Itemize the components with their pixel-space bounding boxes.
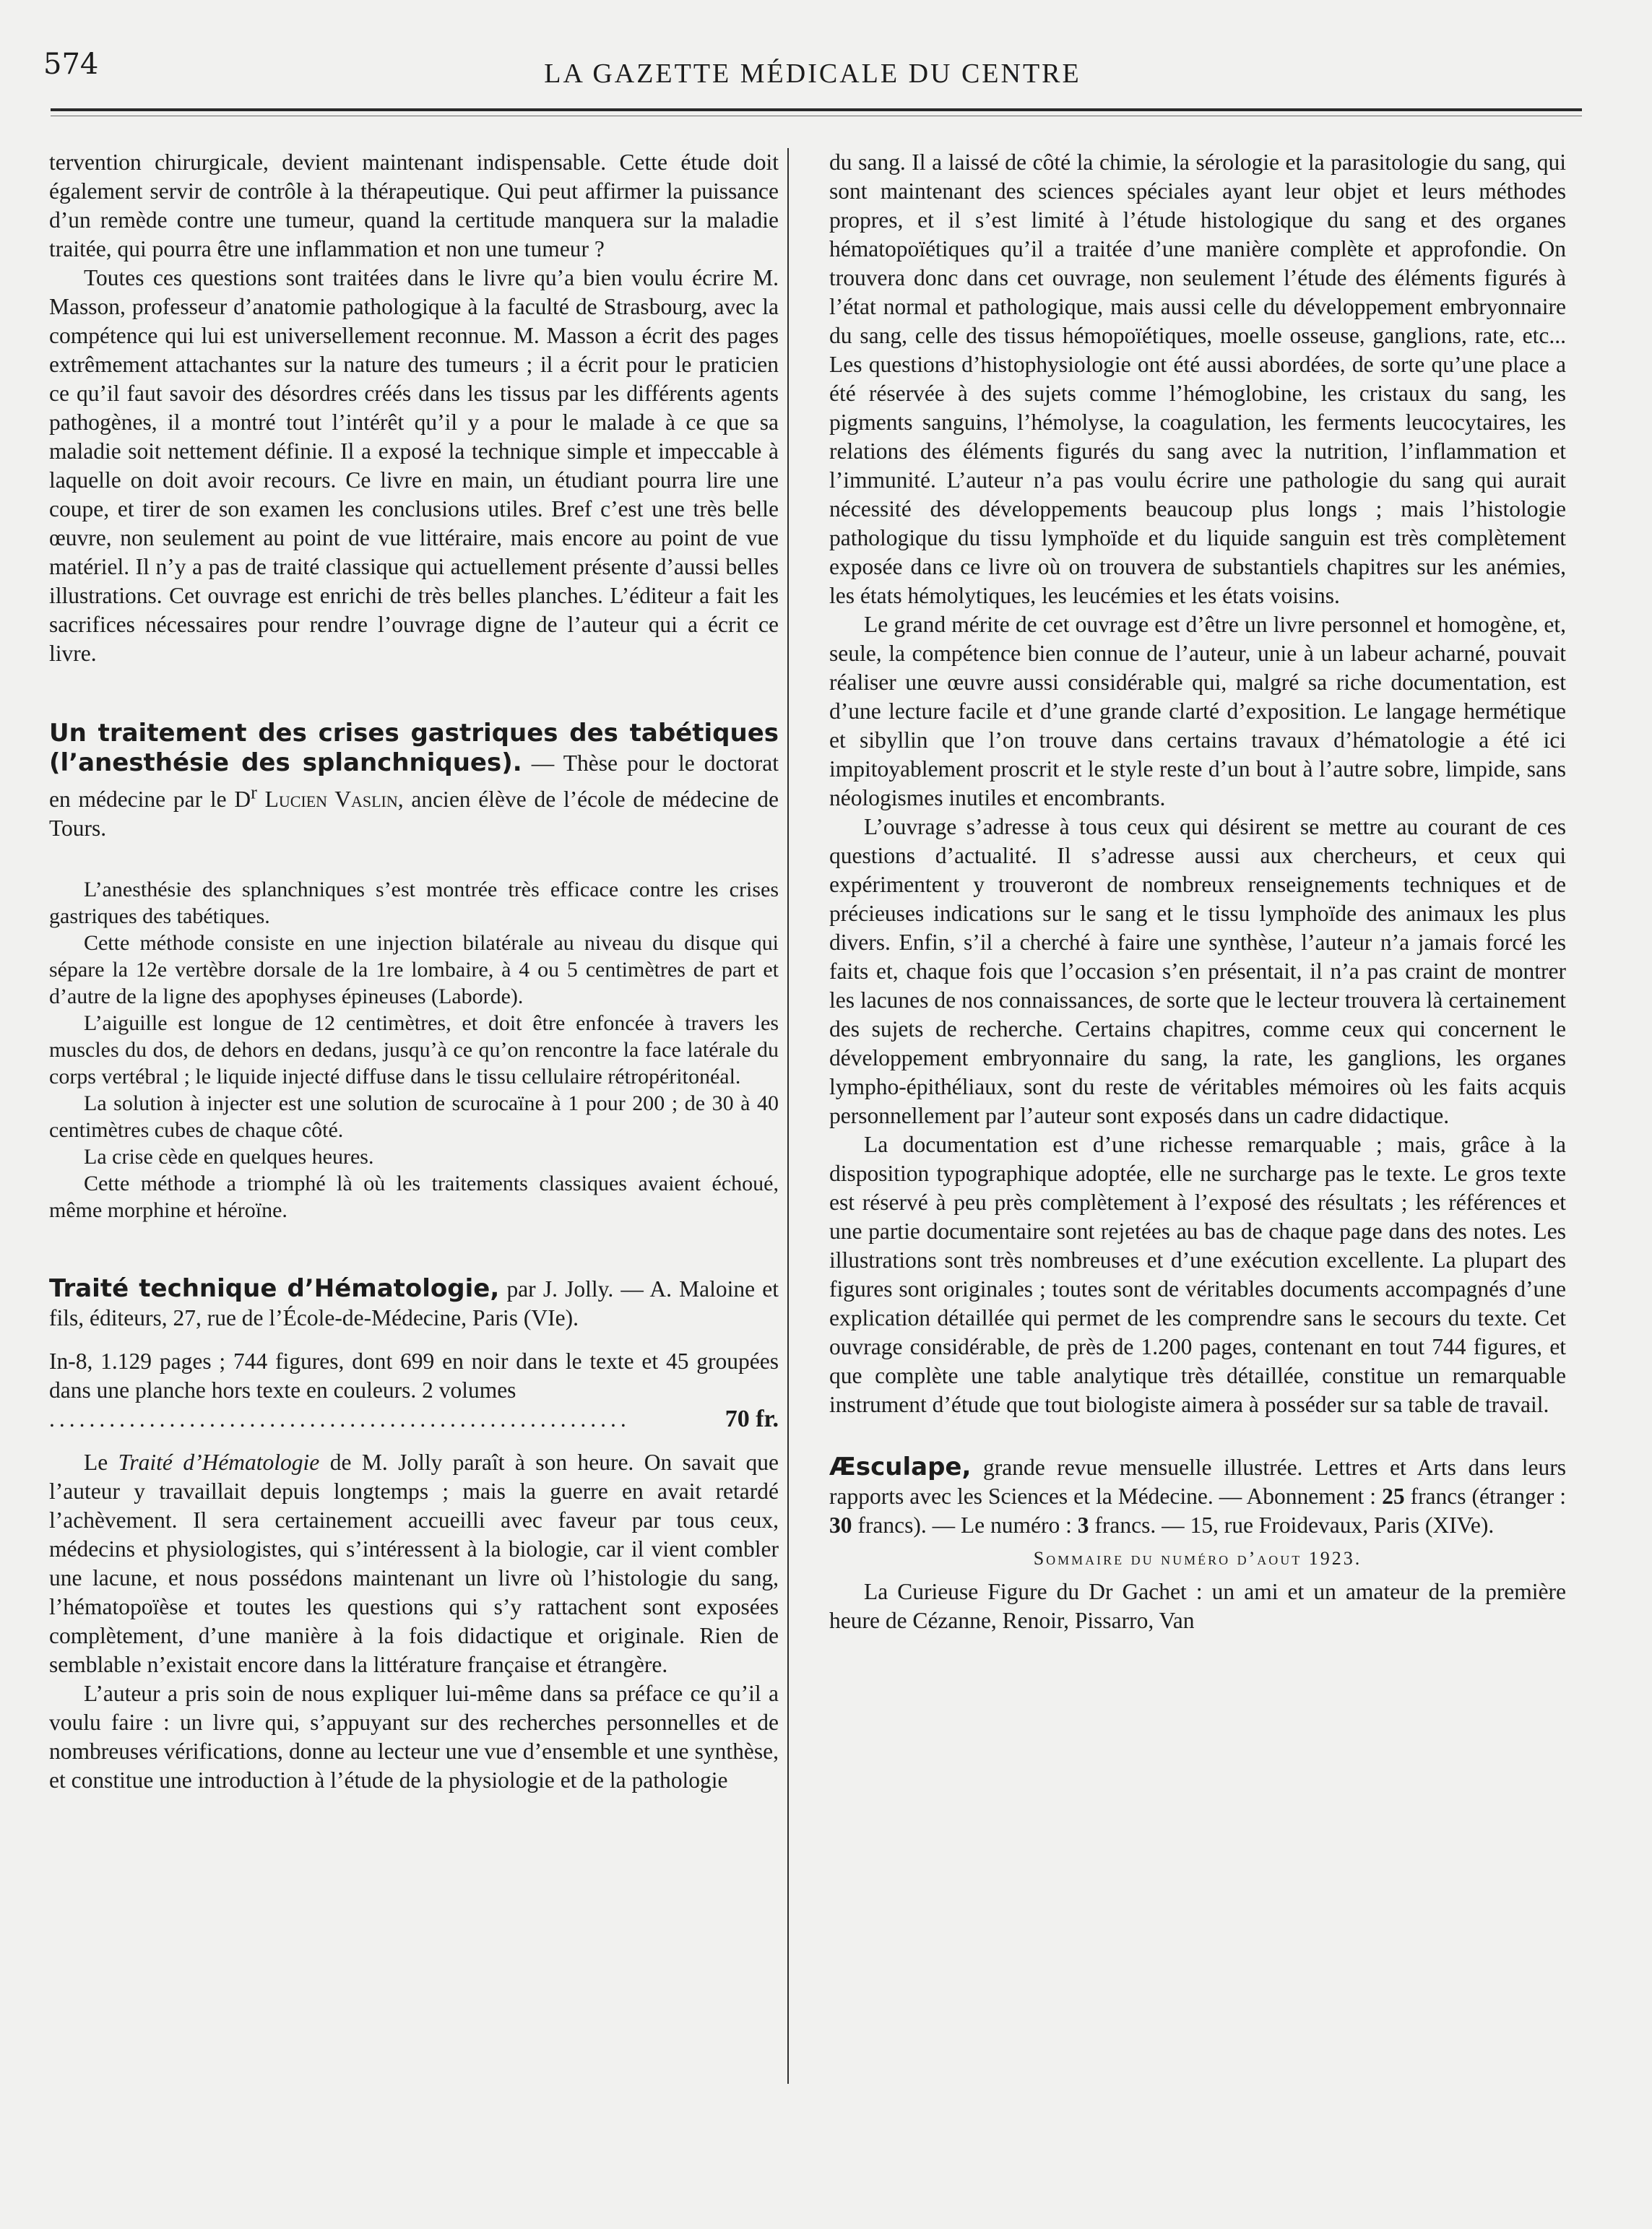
book-format: In-8, 1.129 pages ; 744 figures, dont 699 en noir dans le texte et 45 groupées dans une planche hors texte en couleurs. 2 volumes (49, 1348, 779, 1403)
spacer (49, 1333, 779, 1347)
section-title: Un traitement des crises gastriques des tabétiques (l’anesthésie des splanchniques). (49, 719, 779, 777)
section-vaslin (49, 719, 779, 843)
price-row (49, 1405, 779, 1434)
paragraph: L’auteur a pris soin de nous expliquer lui-même dans sa préface ce qu’il a voulu faire : un livre qui, s’appuyant sur des recherches personnelles et de nombreuses vérifications, donne au lecteur une vue d’ensemble et une synthèse, et constitue une introduction à l’étude de la physiologie et de la pathologie (49, 1680, 779, 1793)
intro-text: — Thèse pour le doctorat en médecine par le D (49, 750, 779, 812)
section-body (49, 876, 779, 1224)
paragraph: tervention chirurgicale, devient maintenant indispensable. Cette étude doit également servir de contrôle à la thérapeutique. Qui peut affirmer la puissance d’un remède contre une tumeur, quand la certitude manquera sur la maladie traitée, qui pourra être une inflammation et non une tumeur ? (49, 150, 779, 261)
price: 25 (1382, 1484, 1405, 1509)
text: de M. Jolly paraît à son heure. On savait que l’auteur y travaillait depuis longtemps ; mais la guerre en avait retardé l’achèvement. Il sera certainement accueilli avec faveur par tous ceux, médecins et physiologistes, qui s’intéressent à la biologie, car il vient combler une lacune, et nous possédons maintenant un livre où l’histologie du sang, l’hématopoïèse et toutes les questions qui s’y rattachent sont exposées complètement, d’une manière à la fois didactique et originale. Rien de semblable n’existait encore dans la littérature française et étrangère. (49, 1449, 779, 1677)
paragraph (49, 1448, 779, 1679)
paragraph: L’anesthésie des splanchniques s’est montrée très efficace contre les crises gastriques des tabétiques. (49, 877, 779, 928)
journal-title: LA GAZETTE MÉDICALE DU CENTRE (544, 59, 1081, 89)
price: 3 (1077, 1512, 1089, 1538)
spacer (49, 1434, 779, 1448)
paragraph: Le grand mérite de cet ouvrage est d’être un livre personnel et homogène, et, seule, la compétence bien connue de l’auteur, unie à un labeur acharné, pouvait réaliser une œuvre aussi considérable qui, malgré sa riche documentation, est d’une lecture facile et d’une grande clarté d’exposition. Le langage hermétique et sibyllin que l’on trouve dans certains travaux d’hématologie a été ici impitoyablement proscrit et le style reste d’un bout à l’autre sobre, limpide, sans néologismes inutiles et encombrants. (829, 612, 1566, 810)
text: grande revue mensuelle illustrée. Lettres et Arts dans leurs rapports avec les Sciences et la Médecine. — Abonnement : (829, 1455, 1566, 1509)
spacer (49, 668, 779, 719)
spacer (49, 1224, 779, 1274)
intro-sup: r (251, 782, 257, 802)
section-title: Traité technique d’Hématologie, (49, 1273, 500, 1303)
intro-text: , ancien élève de l’école de médecine de Tours. (49, 786, 779, 841)
book-price: 70 fr. (725, 1405, 779, 1432)
book-title-italic: Traité d’Hématologie (118, 1449, 320, 1475)
summary-heading: Sommaire du numéro d’aout 1923. (1033, 1548, 1362, 1569)
author-name: Lucien Vaslin (264, 786, 398, 812)
spacer (829, 1419, 1566, 1453)
paragraph: L’aiguille est longue de 12 centimètres, et doit être enfoncée à travers les muscles du dos, de dehors en dedans, jusqu’à ce qu’on rencontre la face latérale du corps vertébral ; le liquide injecté diffuse dans le tissu cellulaire rétropéritonéal. (49, 1010, 779, 1088)
page-header (43, 42, 1582, 107)
left-column (49, 148, 779, 1795)
paragraph: La documentation est d’une richesse remarquable ; mais, grâce à la disposition typographique adoptée, elle ne surcharge pas le texte. Le gros texte est réservé à peu près complètement à l’exposé des résultats ; les références et une partie documentaire sont rejetées au bas de chaque page dans des notes. Les illustrations sont très nombreuses et d’une exécution excellente. La plupart des figures sont originales ; toutes sont de véritables documents accompagnés d’une explication détaillée qui permet de les comprendre sans le secours du texte. Cet ouvrage considérable, de près de 1.200 pages, contenant en tout 744 figures, et que complète une table analytique très détaillée, constitue un remarquable instrument d’étude que tout biologiste aimera à posséder sur sa table de travail. (829, 1132, 1566, 1417)
header-rule (51, 108, 1582, 111)
spacer (49, 843, 779, 876)
column-divider (787, 148, 789, 2084)
paragraph: La crise cède en quelques heures. (84, 1144, 374, 1169)
section-aesculape (829, 1453, 1566, 1540)
section-hematologie (49, 1274, 779, 1333)
paragraph: Cette méthode consiste en une injection bilatérale au niveau du disque qui sépare la 12e vertèbre dorsale de la 1re lombaire, à 4 ou 5 centimètres de part et d’autre de la ligne des apophyses épineuses (Laborde). (49, 930, 779, 1008)
paragraph: Toutes ces questions sont traitées dans le livre qu’a bien voulu écrire M. Masson, professeur d’anatomie pathologique à la faculté de Strasbourg, avec la compétence qui lui est universellement reconnue. M. Masson a écrit des pages extrêmement attachantes sur la nature des tumeurs ; il a écrit pour le praticien ce qu’il faut savoir des désordres créés dans les tissus par les différents agents pathogènes, il a montré tout l’intérêt qu’il y a pour le malade à ce que sa maladie soit nettement définie. Il a exposé la technique simple et impeccable à laquelle on doit avoir recours. Ce livre en main, un étudiant pourra lire une coupe, et tirer de son examen les conclusions utiles. Bref c’est une très belle œuvre, non seulement au point de vue littéraire, mais encore au point de vue matériel. Il n’y a pas de traité classique qui actuellement présente d’aussi belles illustrations. Cet ouvrage est enrichi de très belles planches. L’éditeur a fait les sacrifices nécessaires pour rendre l’ouvrage digne de l’auteur qui a écrit ce livre. (49, 265, 779, 666)
paragraph: du sang. Il a laissé de côté la chimie, la sérologie et la parasitologie du sang, qui sont maintenant des sciences spéciales ayant leur objet et leurs méthodes propres, et il s’est limité à l’étude histologique du sang et des organes hématopoïétiques qu’il a traitée d’une manière complète et approfondie. On trouvera donc dans cet ouvrage, non seulement l’étude des éléments figurés à l’état normal et pathologique, mais aussi celle du développement embryonnaire du sang, celle des tissus hémopoïétiques, moelle osseuse, ganglions, rate, etc... Les questions d’histophysiologie ont été aussi abordées, de sorte qu’une place a été réservée à des sujets comme l’hémoglobine, les cristaux du sang, les pigments sanguins, l’hémolyse, la coagulation, les ferments leucocytaires, les relations des éléments figurés du sang avec la nutrition, l’inflammation et l’immunité. L’auteur n’a pas voulu écrire une pathologie du sang qui aurait nécessité des développements beaucoup plus longs ; mais l’histologie pathologique du tissu lymphoïde et du liquide sanguin est très complètement exposée dans ce livre où on trouvera de substantiels chapitres sur les anémies, les états hémolytiques, les leucémies et les états voisins. (829, 150, 1566, 608)
section-byline: par J. Jolly. — A. Maloine et fils, éditeurs, 27, rue de l’École-de-Médecine, Paris (VIe). (49, 1276, 779, 1330)
paragraph: L’ouvrage s’adresse à tous ceux qui désirent se mettre au courant de ces questions d’actualité. Il s’adresse aussi aux chercheurs, et ceux qui expérimentent y trouveront de nombreux renseignements techniques et de précieuses indications sur le sang et le tissu lymphoïde des animaux les plus divers. Enfin, s’il a cherché à faire une synthèse, l’auteur n’a jamais forcé les faits et, chaque fois que l’occasion s’en présentait, il n’a pas craint de montrer les lacunes de nos connaissances, de sorte que le lecteur trouvera là certainement des sujets de recherche. Certains chapitres, comme ceux qui concernent le développement embryonnaire du sang, la rate, les ganglions, les organes lympho-épithéliaux, sont du reste de véritables mémoires où les faits acquis personnellement par l’auteur sont exposés dans un cadre didactique. (829, 814, 1566, 1128)
right-column (829, 148, 1566, 1635)
price: 30 (829, 1512, 852, 1538)
text: Le (84, 1449, 118, 1475)
text: francs. — 15, rue Froidevaux, Paris (XIVe). (1089, 1512, 1495, 1538)
text: francs). — Le numéro : (852, 1512, 1078, 1538)
page-number: 574 (43, 48, 99, 81)
section-title: Æsculape, (829, 1453, 972, 1481)
paragraph: Cette méthode a triomphé là où les traitements classiques avaient échoué, même morphine et héroïne. (49, 1171, 779, 1222)
text: francs (étranger : (1404, 1484, 1566, 1509)
paragraph: La Curieuse Figure du Dr Gachet : un ami et un amateur de la première heure de Cézanne, Renoir, Pissarro, Van (829, 1579, 1566, 1633)
leader-dots: .......................................................... (49, 1406, 631, 1432)
paragraph: La solution à injecter est une solution de scurocaïne à 1 pour 200 ; de 30 à 40 centimètres cubes de chaque côté. (49, 1091, 779, 1142)
